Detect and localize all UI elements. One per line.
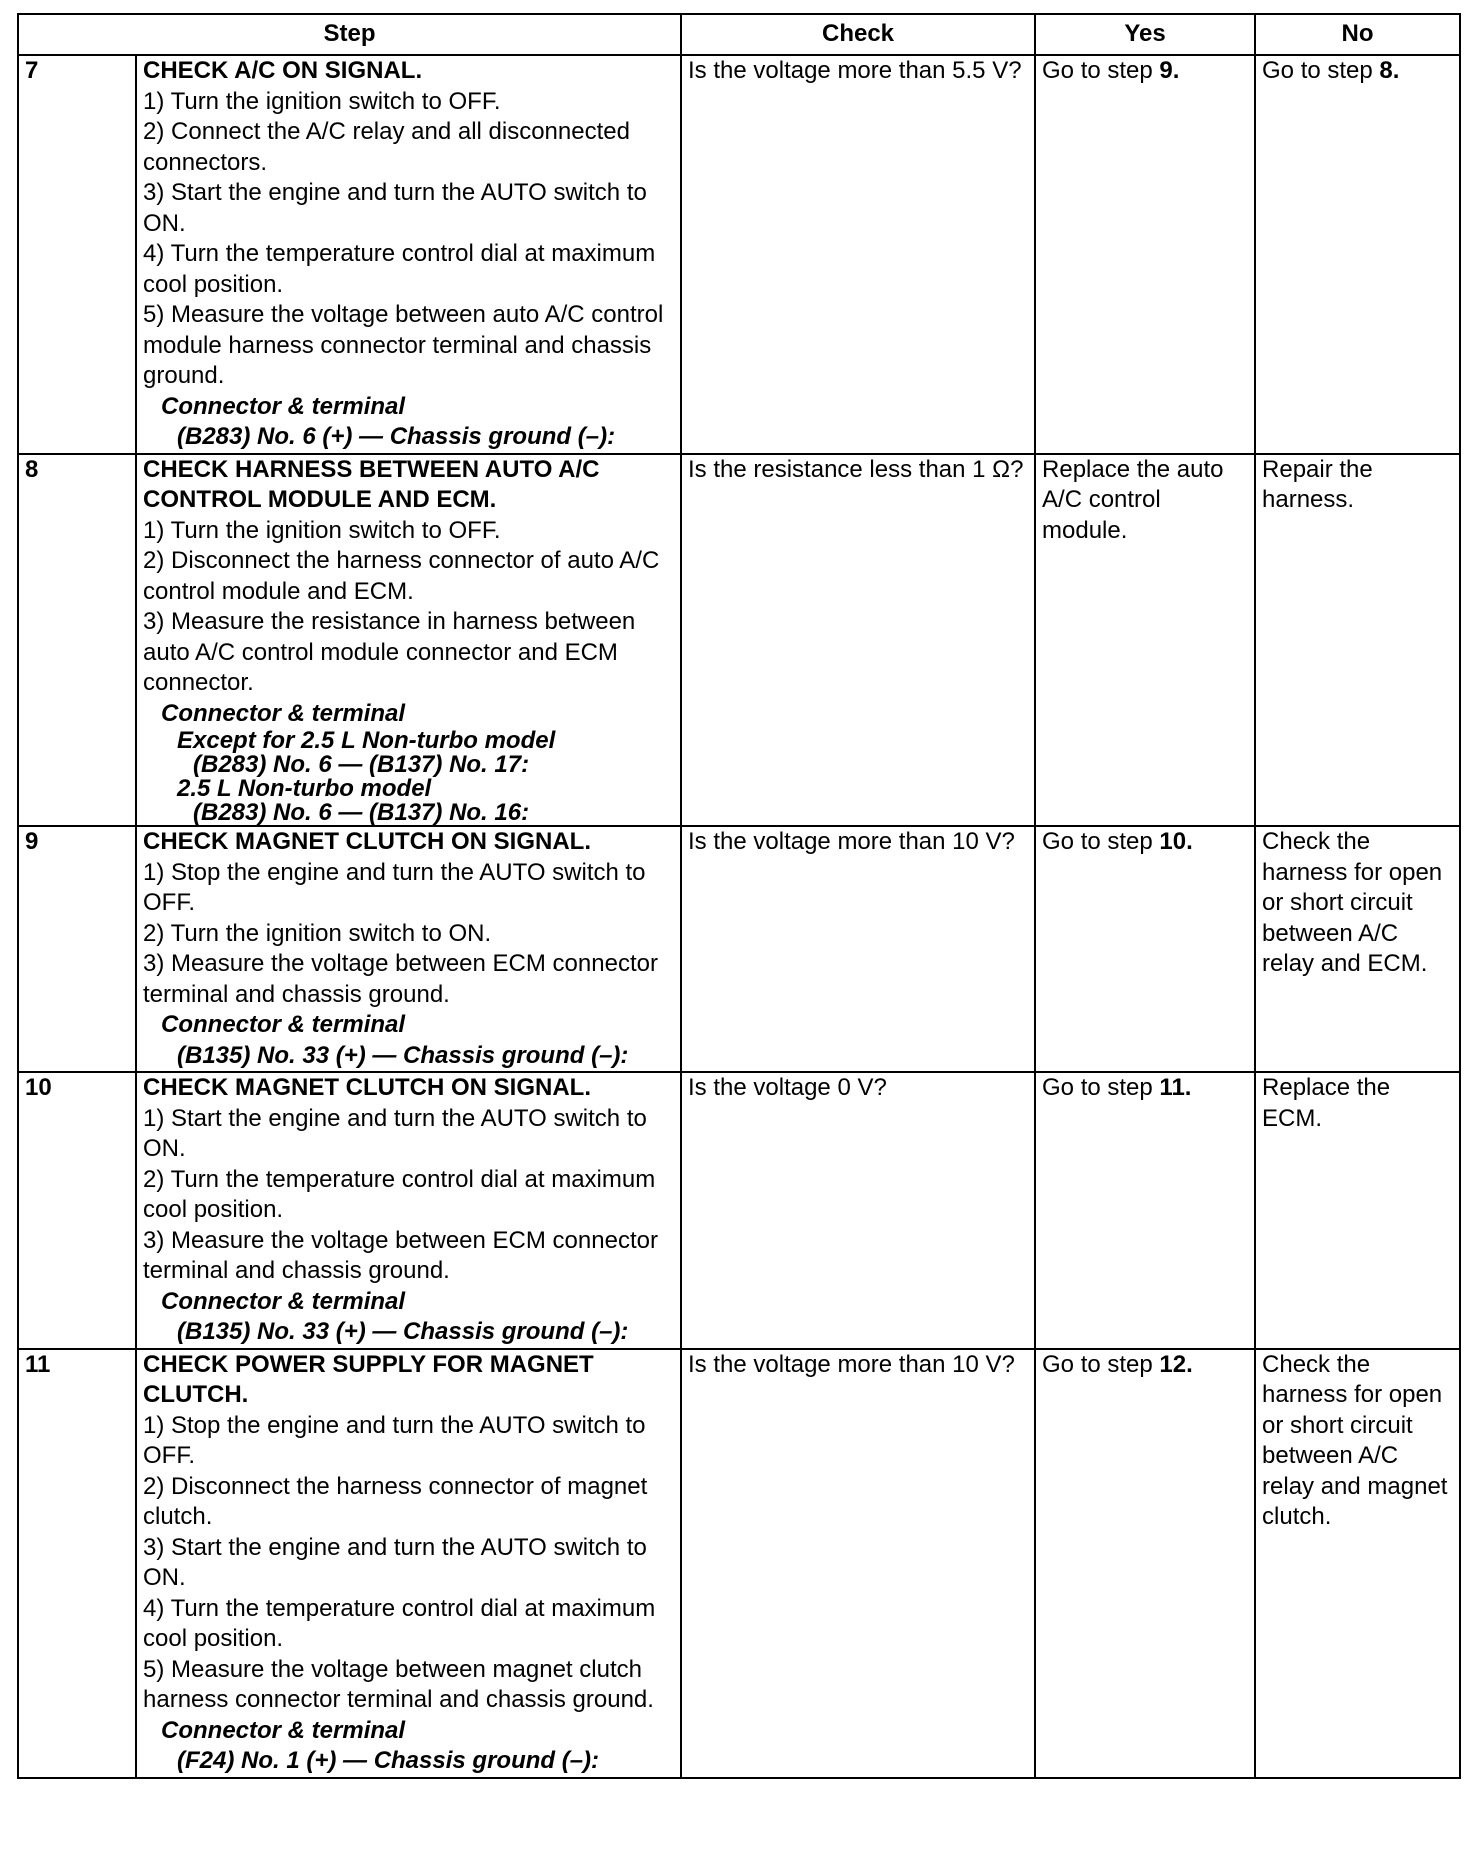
connector-terminal: (B283) No. 6 (+) — Chassis ground (–):	[177, 423, 616, 450]
procedure-line: 2) Disconnect the harness connector of magnet clutch.	[143, 1472, 648, 1530]
step-title: CHECK A/C ON SIGNAL.	[143, 57, 423, 84]
check-cell: Is the voltage more than 10 V?	[681, 826, 1035, 1072]
table-row	[18, 826, 1460, 1072]
header-step: Step	[18, 14, 681, 55]
header-no: No	[1255, 14, 1460, 55]
connector-label: Connector & terminal	[161, 392, 406, 420]
procedure-line: 2) Disconnect the harness connector of auto A/C control module and ECM.	[143, 547, 660, 605]
table-row	[18, 1072, 1460, 1349]
connector-label: Connector & terminal	[161, 699, 406, 727]
header-yes: Yes	[1035, 14, 1255, 55]
procedure-line: 1) Start the engine and turn the AUTO switch to ON.	[143, 1104, 647, 1162]
no-cell: Repair the harness.	[1255, 454, 1460, 827]
check-cell: Is the voltage 0 V?	[681, 1072, 1035, 1349]
connector-label: Connector & terminal	[161, 1287, 406, 1315]
step-procedure	[136, 1349, 681, 1778]
yes-cell	[1035, 55, 1255, 454]
yes-step-ref: 11.	[1159, 1074, 1192, 1101]
procedure-line: 2) Turn the temperature control dial at maximum cool position.	[143, 1165, 656, 1223]
no-cell: Replace the ECM.	[1255, 1072, 1460, 1349]
procedure-line: 3) Start the engine and turn the AUTO switch to ON.	[143, 179, 647, 237]
yes-step-ref: 12.	[1159, 1350, 1193, 1378]
procedure-line: 5) Measure the voltage between auto A/C control module harness connector terminal and chassis ground.	[143, 301, 664, 389]
procedure-line: 1) Stop the engine and turn the AUTO switch to OFF.	[143, 1411, 646, 1469]
yes-cell	[1035, 1349, 1255, 1778]
no-text: Go to step	[1262, 57, 1380, 84]
yes-step-ref: 9.	[1159, 57, 1180, 84]
step-title: CHECK POWER SUPPLY FOR MAGNET CLUTCH.	[143, 1350, 594, 1408]
connector-terminal: (B283) No. 6 — (B137) No. 17:	[193, 751, 530, 778]
diagnostic-table	[17, 13, 1461, 1779]
connector-terminal: (B135) No. 33 (+) — Chassis ground (–):	[177, 1041, 629, 1069]
model-heading: 2.5 L Non-turbo model	[177, 775, 432, 802]
connector-label: Connector & terminal	[161, 1011, 406, 1038]
header-check: Check	[681, 14, 1035, 55]
step-number: 8	[18, 454, 136, 827]
header-row	[18, 14, 1460, 55]
connector-terminal: (F24) No. 1 (+) — Chassis ground (–):	[177, 1747, 600, 1774]
procedure-line: 1) Turn the ignition switch to OFF.	[143, 87, 501, 115]
check-cell: Is the voltage more than 10 V?	[681, 1349, 1035, 1778]
connector-terminal: (B135) No. 33 (+) — Chassis ground (–):	[177, 1318, 629, 1345]
step-number: 11	[18, 1349, 136, 1778]
step-title: CHECK MAGNET CLUTCH ON SIGNAL.	[143, 828, 591, 855]
step-number: 7	[18, 55, 136, 454]
table-row	[18, 55, 1460, 454]
no-cell	[1255, 55, 1460, 454]
yes-text: Go to step	[1042, 828, 1160, 855]
procedure-line: 2) Turn the ignition switch to ON.	[143, 919, 492, 947]
connector-label: Connector & terminal	[161, 1716, 406, 1744]
procedure-line: 2) Connect the A/C relay and all disconnected connectors.	[143, 118, 630, 176]
procedure-line: 3) Measure the voltage between ECM connector terminal and chassis ground.	[143, 950, 658, 1008]
step-procedure	[136, 826, 681, 1072]
step-number: 9	[18, 826, 136, 1072]
procedure-line: 5) Measure the voltage between magnet clutch harness connector terminal and chassis ground.	[143, 1655, 654, 1713]
step-procedure	[136, 1072, 681, 1349]
yes-text: Go to step	[1042, 1074, 1160, 1101]
yes-cell	[1035, 826, 1255, 1072]
yes-text: Go to step	[1042, 1350, 1160, 1378]
procedure-line: 1) Turn the ignition switch to OFF.	[143, 516, 501, 544]
check-cell: Is the voltage more than 5.5 V?	[681, 55, 1035, 454]
no-step-ref: 8.	[1379, 57, 1400, 84]
procedure-line: 4) Turn the temperature control dial at maximum cool position.	[143, 240, 656, 298]
step-number: 10	[18, 1072, 136, 1349]
table-row	[18, 454, 1460, 827]
step-procedure	[136, 55, 681, 454]
procedure-line: 3) Measure the resistance in harness between auto A/C control module connector and ECM connector.	[143, 608, 636, 696]
procedure-line: 3) Measure the voltage between ECM connector terminal and chassis ground.	[143, 1226, 658, 1284]
procedure-line: 3) Start the engine and turn the AUTO switch to ON.	[143, 1533, 647, 1591]
table-row	[18, 1349, 1460, 1778]
yes-cell: Replace the auto A/C control module.	[1035, 454, 1255, 827]
check-cell: Is the resistance less than 1 Ω?	[681, 454, 1035, 827]
connector-terminal: (B283) No. 6 — (B137) No. 16:	[193, 799, 530, 826]
step-title: CHECK MAGNET CLUTCH ON SIGNAL.	[143, 1074, 591, 1101]
step-procedure	[136, 454, 681, 827]
procedure-line: 1) Stop the engine and turn the AUTO switch to OFF.	[143, 858, 646, 916]
step-title: CHECK HARNESS BETWEEN AUTO A/C CONTROL MODULE AND ECM.	[143, 455, 600, 513]
no-cell: Check the harness for open or short circuit between A/C relay and ECM.	[1255, 826, 1460, 1072]
procedure-line: 4) Turn the temperature control dial at maximum cool position.	[143, 1594, 656, 1652]
model-heading: Except for 2.5 L Non-turbo model	[177, 727, 556, 754]
yes-step-ref: 10.	[1159, 828, 1193, 855]
yes-text: Go to step	[1042, 57, 1160, 84]
yes-cell	[1035, 1072, 1255, 1349]
no-cell: Check the harness for open or short circuit between A/C relay and magnet clutch.	[1255, 1349, 1460, 1778]
